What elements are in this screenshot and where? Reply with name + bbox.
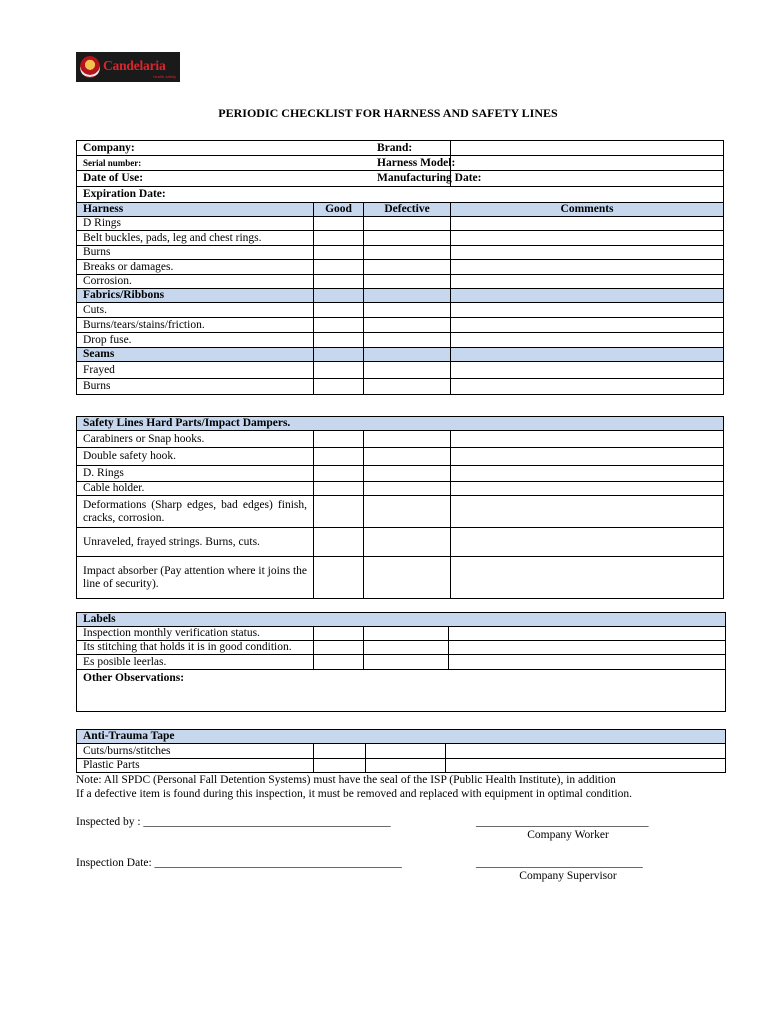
defective-cell[interactable] xyxy=(364,362,451,379)
comments-cell[interactable] xyxy=(451,496,724,528)
defective-cell[interactable] xyxy=(364,333,451,348)
checklist-item: Cuts. xyxy=(77,303,314,318)
checklist-item: Unraveled, frayed strings. Burns, cuts. xyxy=(77,528,314,557)
checklist-item: D. Rings xyxy=(77,466,314,482)
defective-cell[interactable] xyxy=(364,260,451,275)
company-logo xyxy=(76,52,180,82)
defective-cell[interactable] xyxy=(364,231,451,246)
defective-cell[interactable] xyxy=(364,303,451,318)
checklist-item: Carabiners or Snap hooks. xyxy=(77,431,314,448)
comments-cell[interactable] xyxy=(446,759,726,773)
harness-checklist-table xyxy=(76,140,724,395)
good-cell[interactable] xyxy=(314,379,364,395)
defective-cell[interactable] xyxy=(364,496,451,528)
good-cell[interactable] xyxy=(314,318,364,333)
good-cell[interactable] xyxy=(314,482,364,496)
company-worker-label: Company Worker xyxy=(527,829,609,841)
good-cell[interactable] xyxy=(314,627,364,641)
comments-cell[interactable] xyxy=(449,655,726,670)
expiration-date-field[interactable]: Expiration Date: xyxy=(77,187,724,203)
defective-cell[interactable] xyxy=(364,318,451,333)
comments-column-header: Comments xyxy=(451,203,724,217)
checklist-item: Its stitching that holds it is in good condition. xyxy=(77,641,314,655)
other-observations-field[interactable]: Other Observations: xyxy=(77,670,726,712)
checklist-item: Burns/tears/stains/friction. xyxy=(77,318,314,333)
good-column-header: Good xyxy=(314,203,364,217)
comments-cell[interactable] xyxy=(451,231,724,246)
defective-cell[interactable] xyxy=(364,448,451,466)
good-cell[interactable] xyxy=(314,217,364,231)
checklist-item: Breaks or damages. xyxy=(77,260,314,275)
comments-cell[interactable] xyxy=(451,303,724,318)
harness-model-field[interactable]: Harness Model: xyxy=(371,156,644,171)
checklist-item: Double safety hook. xyxy=(77,448,314,466)
good-cell[interactable] xyxy=(314,246,364,260)
supervisor-signature-line[interactable]: _____________________________ xyxy=(476,857,643,869)
good-cell[interactable] xyxy=(314,431,364,448)
seal-icon xyxy=(80,56,100,78)
comments-cell[interactable] xyxy=(451,482,724,496)
good-cell[interactable] xyxy=(314,641,364,655)
comments-cell[interactable] xyxy=(451,557,724,599)
checklist-item: Cuts/burns/stitches xyxy=(77,744,314,759)
defective-cell[interactable] xyxy=(364,528,451,557)
defective-cell[interactable] xyxy=(364,246,451,260)
comments-cell[interactable] xyxy=(451,362,724,379)
good-cell[interactable] xyxy=(314,744,366,759)
comments-cell[interactable] xyxy=(451,431,724,448)
checklist-item: Deformations (Sharp edges, bad edges) finish, cracks, corrosion. xyxy=(77,496,314,528)
note-line-1: Note: All SPDC (Personal Fall Detention Systems) must have the seal of the ISP (Public Health Institute), in addition xyxy=(76,774,616,786)
good-cell[interactable] xyxy=(314,362,364,379)
logo-name: Candelaria xyxy=(103,57,166,73)
checklist-item: Es posible leerlas. xyxy=(77,655,314,670)
inspected-by-field[interactable]: Inspected by : ___________________________________________ xyxy=(76,816,391,828)
labels-section-header: Labels xyxy=(77,613,726,627)
comments-cell[interactable] xyxy=(451,333,724,348)
good-cell[interactable] xyxy=(314,528,364,557)
note-line-2: If a defective item is found during this inspection, it must be removed and replaced with equipment in optimal condition. xyxy=(76,788,633,800)
defective-cell[interactable] xyxy=(364,641,449,655)
page-title: PERIODIC CHECKLIST FOR HARNESS AND SAFETY LINES xyxy=(218,106,558,120)
checklist-item: D Rings xyxy=(77,217,314,231)
harness-section-header: Harness xyxy=(77,203,314,217)
defective-cell[interactable] xyxy=(364,482,451,496)
date-of-use-field[interactable]: Date of Use: xyxy=(77,171,451,187)
defective-cell[interactable] xyxy=(366,759,446,773)
fabrics-section-header: Fabrics/Ribbons xyxy=(77,289,314,303)
checklist-item: Drop fuse. xyxy=(77,333,314,348)
anti-trauma-section-header: Anti-Trauma Tape xyxy=(77,730,726,744)
anti-trauma-table xyxy=(76,729,726,773)
brand-field[interactable]: Brand: xyxy=(371,141,644,156)
safety-lines-table xyxy=(76,416,724,599)
comments-cell[interactable] xyxy=(449,627,726,641)
good-cell[interactable] xyxy=(314,557,364,599)
worker-signature-line[interactable]: ______________________________ xyxy=(476,816,649,828)
defective-cell[interactable] xyxy=(364,466,451,482)
defective-cell[interactable] xyxy=(364,275,451,289)
good-cell[interactable] xyxy=(314,448,364,466)
defective-cell[interactable] xyxy=(364,627,449,641)
comments-cell[interactable] xyxy=(446,744,726,759)
good-cell[interactable] xyxy=(314,275,364,289)
defective-cell[interactable] xyxy=(366,744,446,759)
checklist-item: Burns xyxy=(77,246,314,260)
defective-cell[interactable] xyxy=(364,431,451,448)
comments-cell[interactable] xyxy=(451,466,724,482)
comments-cell[interactable] xyxy=(451,528,724,557)
good-cell[interactable] xyxy=(314,759,366,773)
defective-cell[interactable] xyxy=(364,379,451,395)
comments-cell[interactable] xyxy=(451,246,724,260)
company-supervisor-label: Company Supervisor xyxy=(519,870,617,882)
good-cell[interactable] xyxy=(314,231,364,246)
comments-cell[interactable] xyxy=(451,260,724,275)
checklist-item: Cable holder. xyxy=(77,482,314,496)
comments-cell[interactable] xyxy=(451,379,724,395)
checklist-item: Impact absorber (Pay attention where it joins the line of security). xyxy=(77,557,314,599)
checklist-item: Plastic Parts xyxy=(77,759,314,773)
good-cell[interactable] xyxy=(314,260,364,275)
defective-cell[interactable] xyxy=(364,655,449,670)
checklist-item: Corrosion. xyxy=(77,275,314,289)
good-cell[interactable] xyxy=(314,466,364,482)
good-cell[interactable] xyxy=(314,333,364,348)
inspection-date-field[interactable]: Inspection Date: ___________________________________________ xyxy=(76,857,402,869)
good-cell[interactable] xyxy=(314,496,364,528)
comments-cell[interactable] xyxy=(451,318,724,333)
good-cell[interactable] xyxy=(314,303,364,318)
defective-cell[interactable] xyxy=(364,557,451,599)
comments-cell[interactable] xyxy=(451,275,724,289)
serial-number-field[interactable]: Serial number: xyxy=(77,156,451,171)
defective-cell[interactable] xyxy=(364,217,451,231)
good-cell[interactable] xyxy=(314,655,364,670)
labels-table xyxy=(76,612,726,712)
comments-cell[interactable] xyxy=(449,641,726,655)
checklist-item: Burns xyxy=(77,379,314,395)
defective-column-header: Defective xyxy=(364,203,451,217)
checklist-item: Belt buckles, pads, leg and chest rings. xyxy=(77,231,314,246)
safety-lines-section-header: Safety Lines Hard Parts/Impact Dampers. xyxy=(77,417,724,431)
seams-section-header: Seams xyxy=(77,348,314,362)
manufacturing-date-field[interactable]: Manufacturing Date: xyxy=(371,171,644,187)
comments-cell[interactable] xyxy=(451,217,724,231)
logo-tagline: health safety xyxy=(153,74,176,79)
company-field[interactable]: Company: xyxy=(77,141,451,156)
checklist-item: Frayed xyxy=(77,362,314,379)
comments-cell[interactable] xyxy=(451,448,724,466)
checklist-item: Inspection monthly verification status. xyxy=(77,627,314,641)
